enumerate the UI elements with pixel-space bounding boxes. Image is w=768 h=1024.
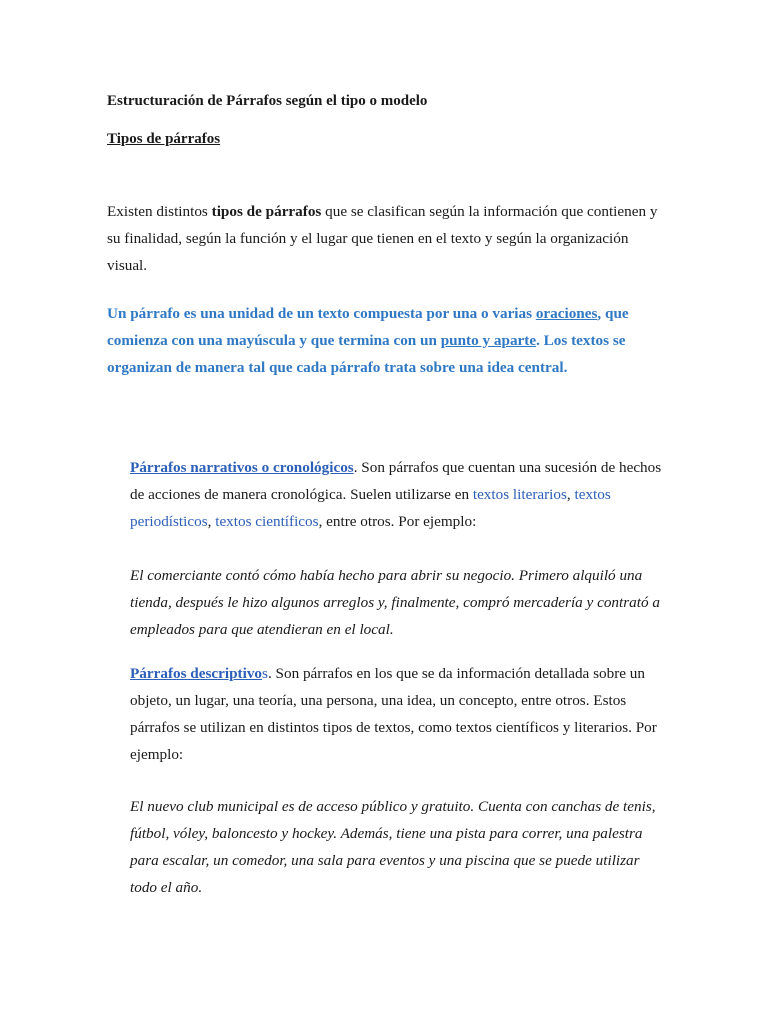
document-title: Estructuración de Párrafos según el tipo o modelo [107, 93, 428, 109]
link-textos-literarios[interactable]: textos literarios [472, 486, 567, 503]
narrative-text-2: , entre otros. Por ejemplo: [318, 513, 477, 530]
section-subtitle: Tipos de párrafos [107, 131, 221, 147]
narrative-sep-2: , [207, 513, 216, 530]
narrative-text-1: . Son párrafos que cuentan una sucesión de hechos de acciones de manera cronológica. Suelen utilizarse en [130, 459, 662, 503]
intro-paragraph [107, 198, 667, 279]
link-textos-periodisticos[interactable]: textos periodísticos [130, 486, 611, 530]
descriptive-paragraph [130, 660, 665, 768]
definition-paragraph [107, 300, 637, 381]
narrative-example: El comerciante contó cómo había hecho para abrir su negocio. Primero alquiló una tienda, después le hizo algunos arreglos y, finalmente, compró mercadería y contrató a empleados para que atendieran en el local. [130, 567, 660, 638]
descriptive-example: El nuevo club municipal es de acceso público y gratuito. Cuenta con canchas de tenis, fútbol, vóley, baloncesto y hockey. Además, tiene una pista para correr, una palestra para escalar, un comedor, una sala para eventos y una piscina que se puede utilizar todo el año. [130, 798, 656, 896]
link-parrafos-descriptivos[interactable]: Párrafos descriptivo [130, 665, 263, 682]
link-textos-cientificos[interactable]: textos científicos [215, 513, 319, 530]
descriptive-text: . Son párrafos en los que se da información detallada sobre un objeto, un lugar, una teoría, una persona, una idea, un concepto, entre otros. Estos párrafos se utilizan en distintos tipos de textos, como textos científicos y literarios. Por ejemplo: [130, 665, 657, 763]
intro-text-post: que se clasifican según la información que contienen y su finalidad, según la función y el lugar que tienen en el texto y según la organización visual. [107, 203, 658, 274]
descriptive-heading-tail: s [262, 665, 268, 682]
link-parrafos-narrativos[interactable]: Párrafos narrativos o cronológicos [130, 459, 354, 476]
link-punto-y-aparte[interactable]: punto y aparte [440, 332, 537, 349]
link-oraciones[interactable]: oraciones [535, 305, 598, 322]
definition-text-1: Un párrafo es una unidad de un texto compuesta por una o varias [107, 305, 536, 322]
intro-text-pre: Existen distintos [107, 203, 212, 220]
intro-bold-term: tipos de párrafos [211, 203, 322, 220]
narrative-sep-1: , [566, 486, 575, 503]
definition-text-2: , que comienza con una mayúscula y que termina con un [107, 305, 629, 349]
narrative-paragraph [130, 454, 665, 535]
definition-text-3: . Los textos se organizan de manera tal que cada párrafo trata sobre una idea central. [107, 332, 626, 376]
